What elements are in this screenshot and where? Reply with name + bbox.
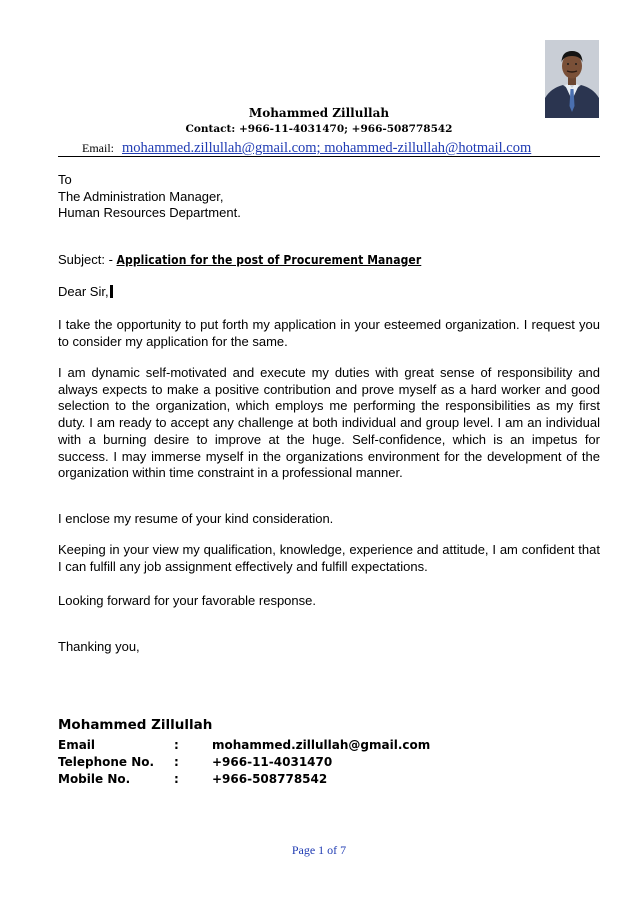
recipient-line: Human Resources Department. bbox=[58, 205, 241, 221]
header-contact: Contact: +966-11-4031470; +966-508778542 bbox=[185, 123, 453, 135]
page-number: Page 1 of 7 bbox=[291, 843, 347, 857]
signature-name: Mohammed Zillullah bbox=[58, 717, 213, 733]
salutation: Dear Sir, bbox=[58, 284, 109, 299]
salutation-line bbox=[58, 284, 600, 301]
row-value: +966-11-4031470 bbox=[212, 755, 333, 769]
row-colon: : bbox=[174, 755, 179, 769]
paragraph: Looking forward for your favorable response. bbox=[58, 593, 316, 608]
paragraph: Keeping in your view my qualification, knowledge, experience and attitude, I am confident that I can fulfill any job assignment effectively and fulfill expectations. bbox=[58, 542, 600, 574]
header-name: Mohammed Zillullah bbox=[248, 106, 390, 120]
subject-line bbox=[58, 252, 600, 269]
closing: Thanking you, bbox=[58, 639, 140, 654]
paragraph: I take the opportunity to put forth my application in your esteemed organization. I request you to consider my application for the same. bbox=[58, 317, 600, 349]
recipient-block bbox=[58, 172, 600, 222]
subject-value: Application for the post of Procurement Manager bbox=[116, 253, 422, 267]
row-value: +966-508778542 bbox=[212, 772, 328, 786]
row-label: Telephone No. bbox=[58, 755, 155, 769]
subject-label: Subject: - bbox=[58, 252, 117, 267]
row-label: Email bbox=[58, 738, 96, 752]
row-value[interactable]: mohammed.zillullah@gmail.com bbox=[212, 738, 431, 752]
recipient-line: To bbox=[58, 172, 72, 187]
email-link[interactable]: mohammed.zillullah@gmail.com; mohammed-zillullah@hotmail.com bbox=[122, 140, 532, 156]
row-colon: : bbox=[174, 738, 179, 752]
text-cursor bbox=[110, 285, 113, 298]
recipient-line: The Administration Manager, bbox=[58, 188, 224, 204]
header-divider bbox=[58, 156, 600, 157]
email-label: Email: bbox=[82, 141, 114, 155]
header-email-line bbox=[82, 139, 531, 157]
paragraph: I enclose my resume of your kind consideration. bbox=[58, 511, 334, 526]
row-label: Mobile No. bbox=[58, 772, 131, 786]
row-colon: : bbox=[174, 772, 179, 786]
paragraph: I am dynamic self-motivated and execute my duties with great sense of responsibility and always expects to make a positive contribution and prove myself as a hard worker and good selection to the organization, which employs me performing the responsibilities as my first duty. I am ready to accept any challenge at both individual and group level. I am an individual with a burning desire to improve at the huge. Self-confidence, which is an impetus for success. I may immerse myself in the organizations environment for the development of the organization within time constraint in a professional manner. bbox=[58, 365, 600, 481]
